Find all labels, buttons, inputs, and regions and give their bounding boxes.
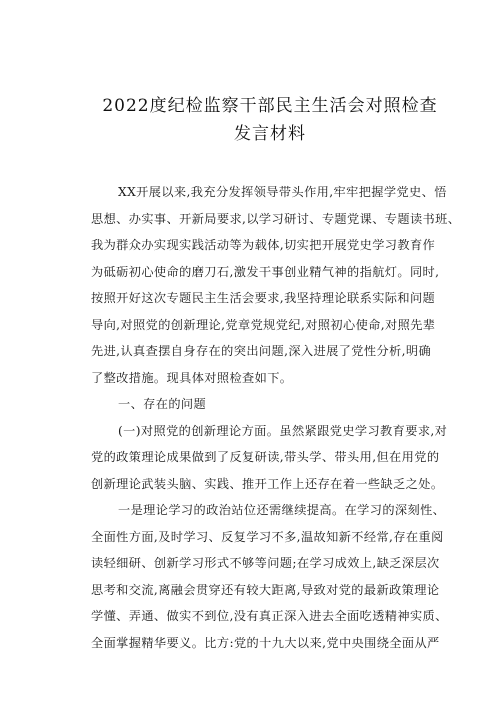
body-line: 学懂、弄通、做实不到位,没有真正深入进去全面吃透精神实质、: [91, 609, 448, 623]
body-line: 读轻细研、创新学习形式不够等问题;在学习成效上,缺乏深层次: [91, 556, 440, 570]
body-line: 导向,对照党的创新理论,党章党规党纪,对照初心使命,对照先辈: [91, 317, 436, 332]
body-line: 党的政策理论成果做到了反复研读,带头学、带头用,但在用党的: [91, 450, 440, 464]
body-line: 先进,认真查摆自身存在的突出问题,深入进展了党性分析,明确: [91, 344, 432, 358]
body-line: 创新理论武装头脑、实践、推开工作上还存在着一些缺乏之处。: [91, 476, 444, 491]
body-line: 按照开好这次专题民主生活会要求,我坚持理论联系实际和问题: [91, 291, 436, 305]
body-line: (一)对照党的创新理论方面。虽然紧跟党史学习教育要求,对: [118, 423, 448, 438]
body-line: XX开展以来,我充分发挥领导带头作用,牢牢把握学党史、悟: [118, 185, 447, 199]
document-body: [91, 179, 461, 656]
body-line: 我为群众办实现实践活动等为载体,切实把开展党史学习教育作: [91, 238, 436, 252]
body-line: 了整改措施。现具体对照检查如下。: [91, 370, 293, 385]
document-title-line-1: 2022度纪检监察干部民主生活会对照检查: [102, 96, 438, 116]
body-line: 思想、办实事、开新局要求,以学习研讨、专题党课、专题读书班、: [91, 211, 461, 226]
body-line: 为砥砺初心使命的磨刀石,激发干事创业精气神的指航灯。同时,: [91, 264, 440, 279]
body-line: 思考和交流,离融会贯穿还有较大距离,导致对党的最新政策理论: [91, 582, 440, 597]
document-title-line-2: 发言材料: [234, 124, 306, 144]
body-line: 全面性方面,及时学习、反复学习不多,温故知新不经常,存在重阅: [91, 529, 444, 544]
body-line: 全面掌握精华要义。比方:党的十九大以来,党中央围绕全面从严: [91, 635, 440, 650]
body-line: 一是理论学习的政治站位还需继续提高。在学习的深刻性、: [118, 503, 446, 517]
section-heading: 一、存在的问题: [118, 397, 207, 411]
